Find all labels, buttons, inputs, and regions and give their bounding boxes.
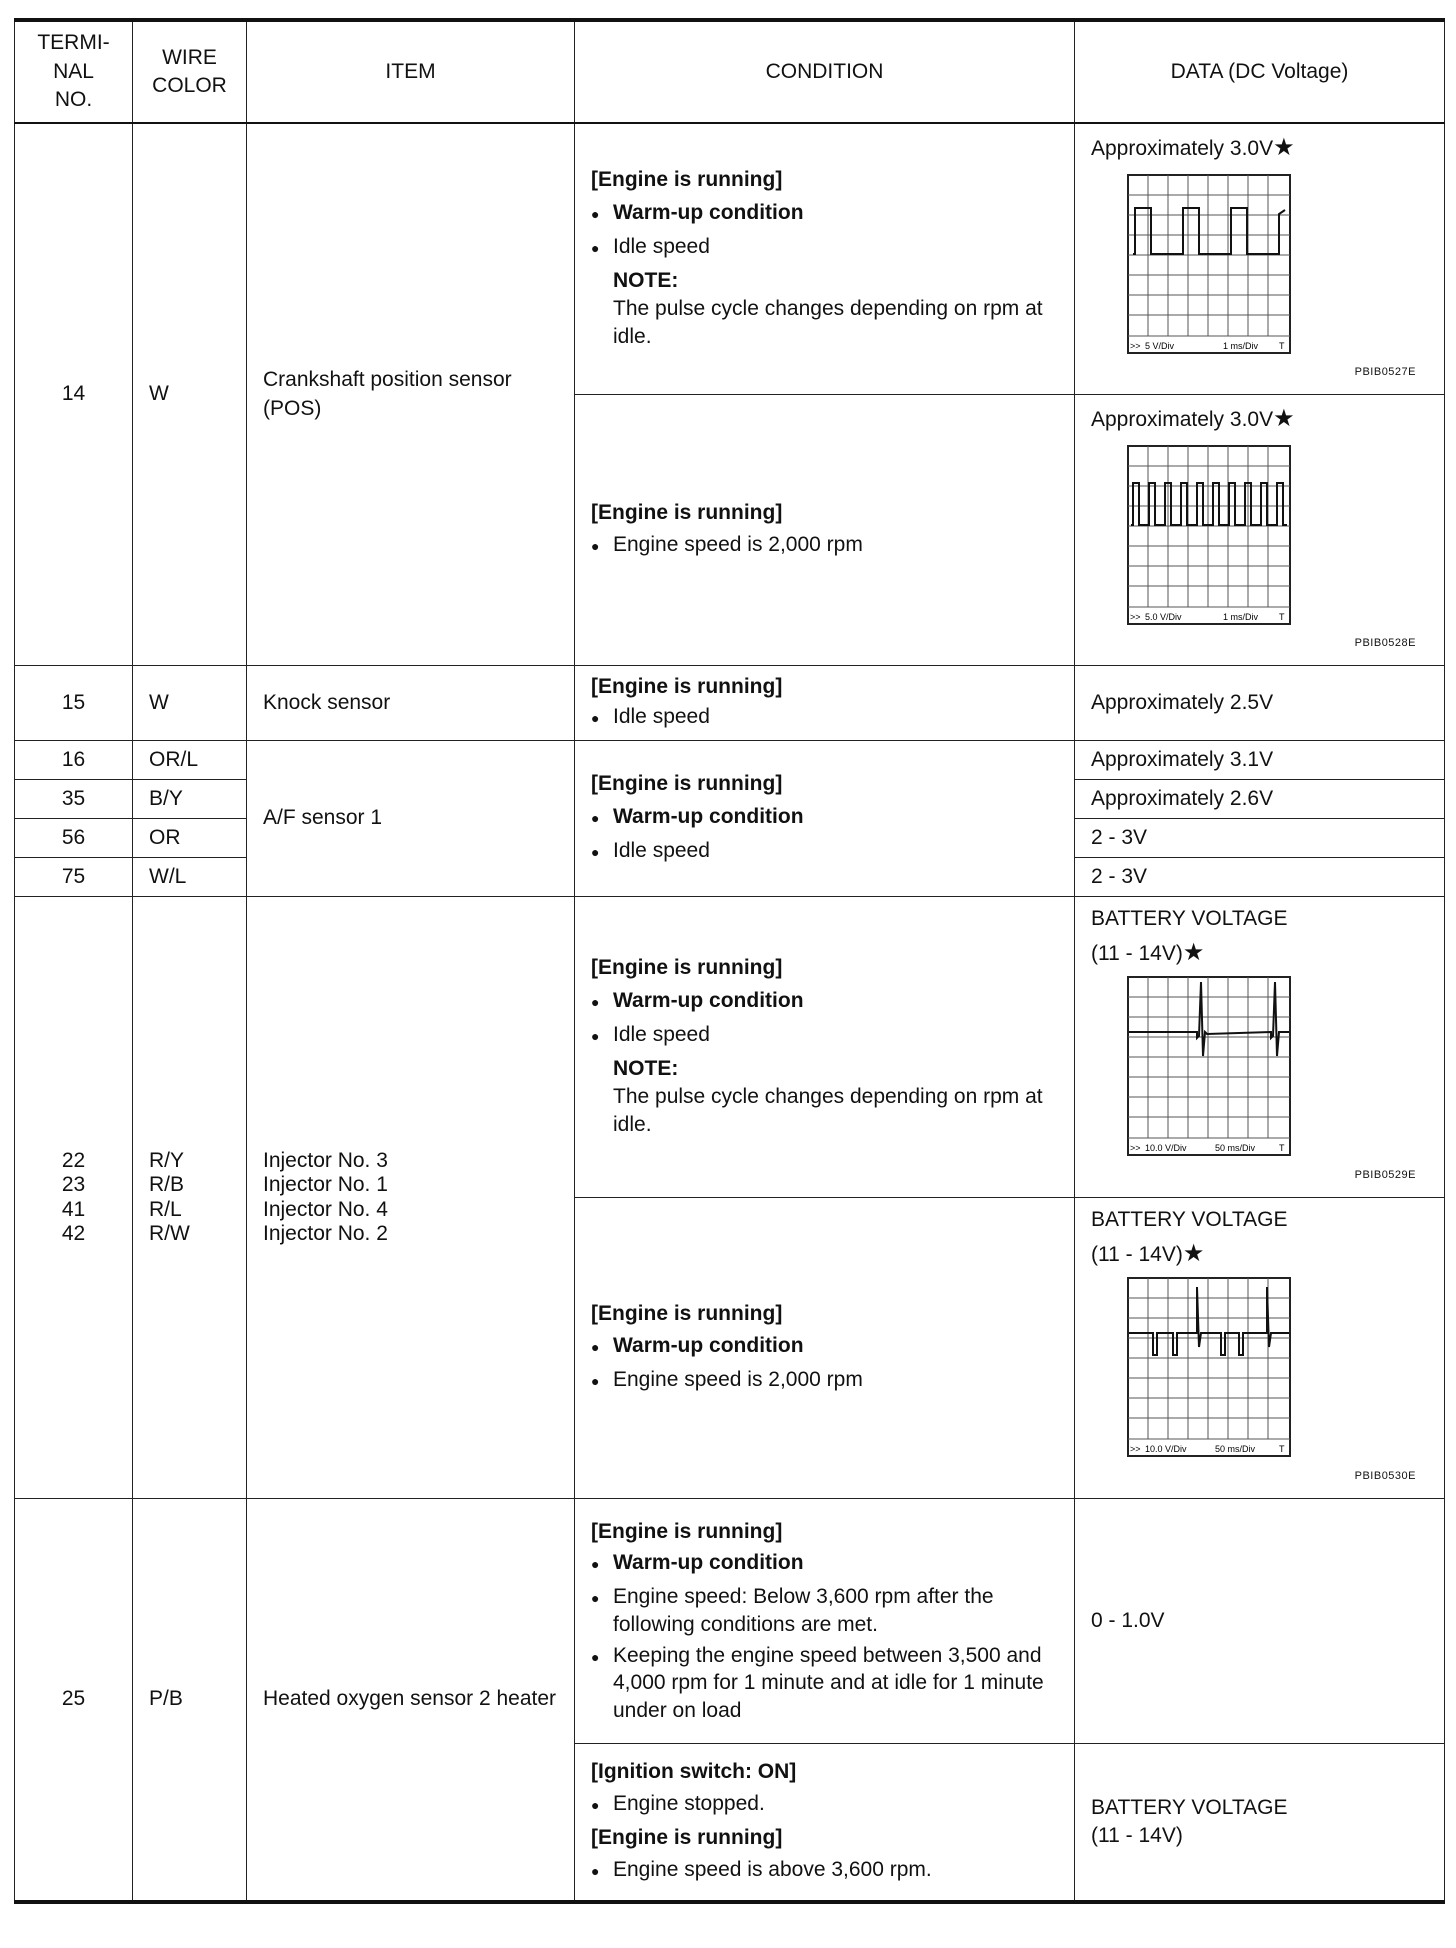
condition-25-ignition [575,1744,1075,1903]
data-56: 2 - 3V [1075,819,1445,858]
condition-14-idle [575,123,1075,395]
scope-volt-scale: 10.0 V/Div [1145,1142,1187,1153]
bullet: ● [591,538,600,555]
wire-16: OR/L [133,741,247,780]
row-terminal-14a [15,123,1445,395]
condition-header: [Engine is running] [591,1301,783,1325]
data-15: Approximately 2.5V [1075,666,1445,741]
condition-text: Warm-up condition [613,200,804,224]
star-icon: ★ [1182,939,1205,967]
terminal-25: 25 [15,1499,133,1903]
condition-text: Idle speed [613,234,710,258]
header-condition: CONDITION [575,20,1075,123]
scope-t: T [1279,341,1285,352]
header-row [15,20,1445,123]
figure-code: PBIB0527E [1354,366,1416,379]
terminal-75: 75 [15,858,133,897]
oscilloscope-waveform-3 [1127,976,1291,1156]
bullet: ● [591,1373,600,1390]
condition-text: Warm-up condition [613,804,804,828]
data-16: Approximately 3.1V [1075,741,1445,780]
condition-text: Warm-up condition [613,1334,804,1358]
data-value: BATTERY VOLTAGE [1091,1795,1288,1819]
row-terminal-15 [15,666,1445,741]
oscilloscope-waveform-2 [1127,445,1291,625]
condition-text: Engine stopped. [613,1792,765,1815]
condition-15 [575,666,1075,741]
condition-text: Engine speed: Below 3,600 rpm after the following conditions are met. [613,1585,994,1636]
note-text: The pulse cycle changes depending on rpm at idle. [613,297,1043,349]
item-injectors: Injector No. 3 Injector No. 1 Injector No. 4 Injector No. 2 [247,897,575,1499]
condition-af-sensor [575,741,1075,897]
bullet: ● [591,1556,600,1573]
data-25-ignition [1075,1744,1445,1903]
bullet: ● [591,205,600,222]
condition-text: Warm-up condition [613,1551,804,1575]
figure-code: PBIB0529E [1354,1169,1416,1182]
row-terminal-16 [15,741,1445,780]
bullet: ● [591,1339,600,1356]
bullet: ● [591,1649,600,1665]
scope-time-scale: 50 ms/Div [1215,1142,1256,1153]
note-label: NOTE: [613,268,679,292]
bullet: ● [591,239,600,256]
condition-injectors-2000 [575,1198,1075,1499]
item-15: Knock sensor [247,666,575,741]
wire-35: B/Y [133,780,247,819]
bullet: ● [591,1797,600,1813]
condition-header: [Engine is running] [591,772,783,796]
condition-25-running [575,1499,1075,1744]
bullet: ● [591,809,600,826]
condition-text: Engine speed is 2,000 rpm [613,1368,863,1392]
data-value-range: (11 - 14V) [1091,1243,1183,1267]
header-terminal: TERMI- NAL NO. [15,20,133,123]
condition-text: Keeping the engine speed between 3,500 and 4,000 rpm for 1 minute and at idle for 1 minute under on load [613,1644,1044,1722]
figure-code: PBIB0528E [1354,637,1416,650]
wire-75: W/L [133,858,247,897]
data-injectors-idle [1075,897,1445,1198]
scope-time-scale: 1 ms/Div [1223,612,1259,623]
scope-arrow: >> [1130,1443,1141,1454]
bullet: ● [591,1863,600,1880]
wire-14: W [133,123,247,666]
item-25: Heated oxygen sensor 2 heater [247,1499,575,1903]
bullet: ● [591,1590,600,1607]
data-25-running: 0 - 1.0V [1075,1499,1445,1744]
wire-15: W [133,666,247,741]
condition-text: Engine speed is above 3,600 rpm. [613,1858,932,1882]
bullet: ● [591,993,600,1010]
scope-volt-scale: 10.0 V/Div [1145,1443,1187,1454]
condition-injectors-idle [575,897,1075,1198]
scope-volt-scale: 5.0 V/Div [1145,612,1182,623]
terminal-injectors: 22 23 41 42 [15,897,133,1499]
condition-header: [Engine is running] [591,956,783,980]
condition-text: Engine speed is 2,000 rpm [613,533,863,557]
header-wire-color: WIRE COLOR [133,20,247,123]
condition-text: Idle speed [613,838,710,862]
scope-arrow: >> [1130,341,1141,352]
star-icon: ★ [1273,405,1295,432]
terminal-14: 14 [15,123,133,666]
scope-volt-scale: 5 V/Div [1145,341,1175,352]
data-14-2000 [1075,395,1445,666]
row-terminal-25a [15,1499,1445,1744]
oscilloscope-waveform-1 [1127,174,1291,354]
star-icon: ★ [1273,134,1295,161]
condition-text: Idle speed [613,705,710,729]
terminal-data-table-wrapper [14,18,1444,1904]
scope-arrow: >> [1130,612,1141,623]
header-data: DATA (DC Voltage) [1075,20,1445,123]
data-14-idle [1075,123,1445,395]
item-14: Crankshaft position sensor (POS) [247,123,575,666]
scope-t: T [1279,1142,1285,1153]
terminal-data-table [14,18,1445,1904]
wire-25: P/B [133,1499,247,1903]
terminal-56: 56 [15,819,133,858]
condition-header: [Engine is running] [591,1826,783,1849]
data-value: BATTERY VOLTAGE [1091,1208,1288,1231]
scope-time-scale: 1 ms/Div [1223,341,1259,352]
data-value: Approximately 3.0V [1091,408,1274,431]
data-value-range: (11 - 14V) [1091,942,1183,966]
condition-header: [Ignition switch: ON] [591,1759,797,1783]
bullet: ● [591,843,600,860]
wire-injectors: R/Y R/B R/L R/W [133,897,247,1499]
scope-t: T [1279,612,1285,623]
figure-code: PBIB0530E [1354,1470,1416,1483]
star-icon: ★ [1182,1240,1205,1268]
bullet: ● [591,1027,600,1044]
condition-header: [Engine is running] [591,1520,783,1544]
data-value-range: (11 - 14V) [1091,1824,1183,1847]
terminal-35: 35 [15,780,133,819]
wire-56: OR [133,819,247,858]
data-injectors-2000 [1075,1198,1445,1499]
condition-header: [Engine is running] [591,674,783,698]
terminal-15: 15 [15,666,133,741]
note-text: The pulse cycle changes depending on rpm at idle. [613,1085,1043,1137]
terminal-16: 16 [15,741,133,780]
row-injectors-a [15,897,1445,1198]
data-value: BATTERY VOLTAGE [1091,907,1288,930]
condition-text: Idle speed [613,1022,710,1046]
condition-text: Warm-up condition [613,988,804,1012]
header-item: ITEM [247,20,575,123]
condition-header: [Engine is running] [591,500,783,524]
data-35: Approximately 2.6V [1075,780,1445,819]
condition-header: [Engine is running] [591,168,783,192]
scope-time-scale: 50 ms/Div [1215,1443,1256,1454]
oscilloscope-waveform-4 [1127,1277,1291,1457]
condition-14-2000 [575,395,1075,666]
scope-t: T [1279,1443,1285,1454]
note-label: NOTE: [613,1056,679,1080]
item-af-sensor: A/F sensor 1 [247,741,575,897]
scope-arrow: >> [1130,1142,1141,1153]
data-75: 2 - 3V [1075,858,1445,897]
data-value: Approximately 3.0V [1091,137,1274,160]
bullet: ● [591,710,600,727]
